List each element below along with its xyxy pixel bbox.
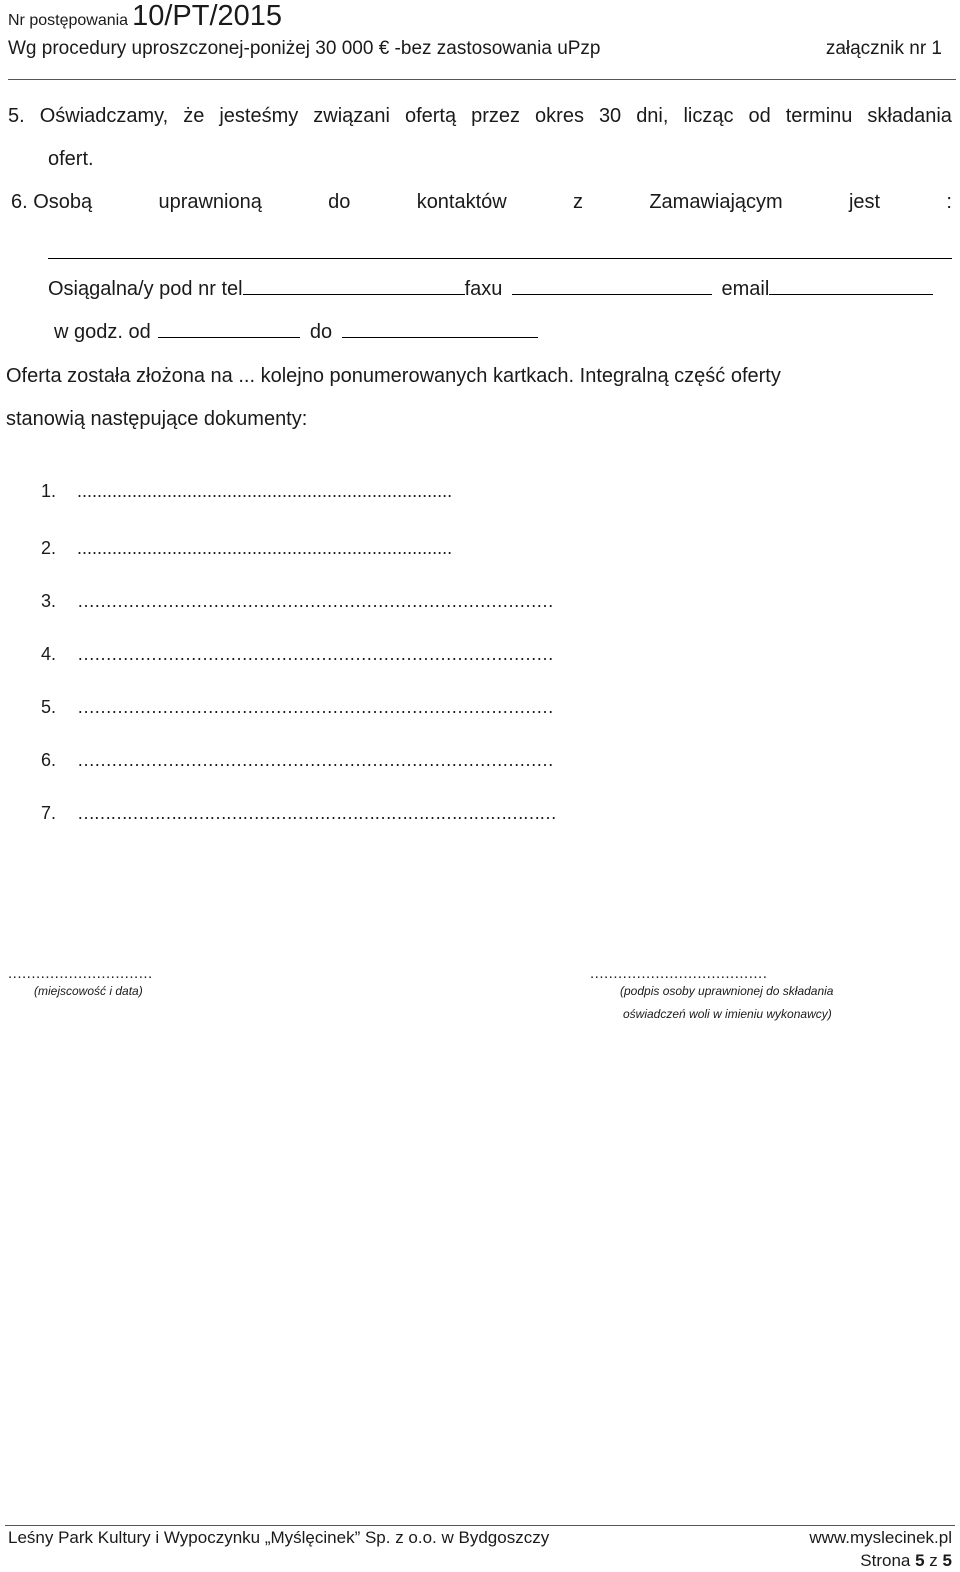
declaration-5-line2: ofert.: [48, 148, 94, 170]
offer-pages-line: Oferta została złożona na ... kolejno ponumerowanych kartkach. Integralną część oferty: [6, 365, 781, 387]
proceeding-number-label: Nr postępowania: [8, 12, 129, 29]
document-item-2[interactable]: 2. ...........................................................................: [41, 538, 453, 558]
attachment-label: załącznik nr 1: [825, 38, 942, 59]
hours-to-field[interactable]: [342, 320, 538, 338]
fax-label: faxu: [464, 278, 503, 300]
contact-details-line: [48, 277, 933, 301]
declaration-5-line1: 5. Oświadczamy, że jesteśmy związani ofertą przez okres 30 dni, licząc od terminu składania: [8, 105, 952, 127]
document-item-5[interactable]: 5. …………………………………………………………………………: [41, 697, 553, 717]
hours-to-label: do: [309, 321, 333, 343]
place-date-caption: (miejscowość i data): [34, 984, 143, 998]
document-item-6[interactable]: 6. …………………………………………………………………………: [41, 750, 553, 770]
footer-page-number: Strona 5 z 5: [860, 1551, 952, 1570]
declaration-5-number: 5.: [8, 105, 25, 127]
proceeding-number-row: [8, 0, 282, 33]
offer-documents-intro: stanowią następujące dokumenty:: [6, 408, 308, 430]
document-item-4[interactable]: 4. …………………………………………………………………………: [41, 644, 553, 664]
fax-field[interactable]: [512, 277, 712, 295]
hours-line: [54, 320, 538, 344]
signature-field[interactable]: ......................................: [590, 965, 768, 982]
page-count-field[interactable]: ...: [238, 365, 256, 387]
hours-from-label: w godz. od: [54, 321, 151, 343]
document-item-3[interactable]: 3. …………………………………………………………………………: [41, 591, 553, 611]
footer-website-link[interactable]: www.myslecinek.pl: [809, 1528, 952, 1547]
document-item-1[interactable]: 1. ...........................................................................: [41, 481, 453, 501]
procedure-description: Wg procedury uproszczonej-poniżej 30 000 € -bez zastosowania uPzp: [8, 38, 601, 59]
contact-person-name-field[interactable]: [48, 258, 952, 259]
footer-company: Leśny Park Kultury i Wypoczynku „Myślęcinek” Sp. z o.o. w Bydgoszczy: [8, 1528, 550, 1547]
document-item-7[interactable]: 7. ……………………………………………………………………………: [41, 803, 556, 823]
email-label: email: [721, 278, 770, 300]
hours-from-field[interactable]: [158, 320, 300, 338]
signature-caption-line2: oświadczeń woli w imieniu wykonawcy): [623, 1007, 832, 1021]
footer-divider: [5, 1525, 955, 1526]
email-field[interactable]: [769, 277, 933, 295]
phone-field[interactable]: [243, 277, 465, 295]
place-date-field[interactable]: ...............................: [8, 965, 153, 982]
proceeding-number-value: 10/PT/2015: [132, 0, 283, 32]
declaration-6-line: 6. Osobą uprawnioną do kontaktów z Zamawiającym jest :: [11, 191, 952, 213]
phone-label: Osiągalna/y pod nr tel: [48, 278, 243, 300]
signature-caption-line1: (podpis osoby uprawnionej do składania: [620, 984, 834, 998]
page-header: [8, 0, 956, 80]
